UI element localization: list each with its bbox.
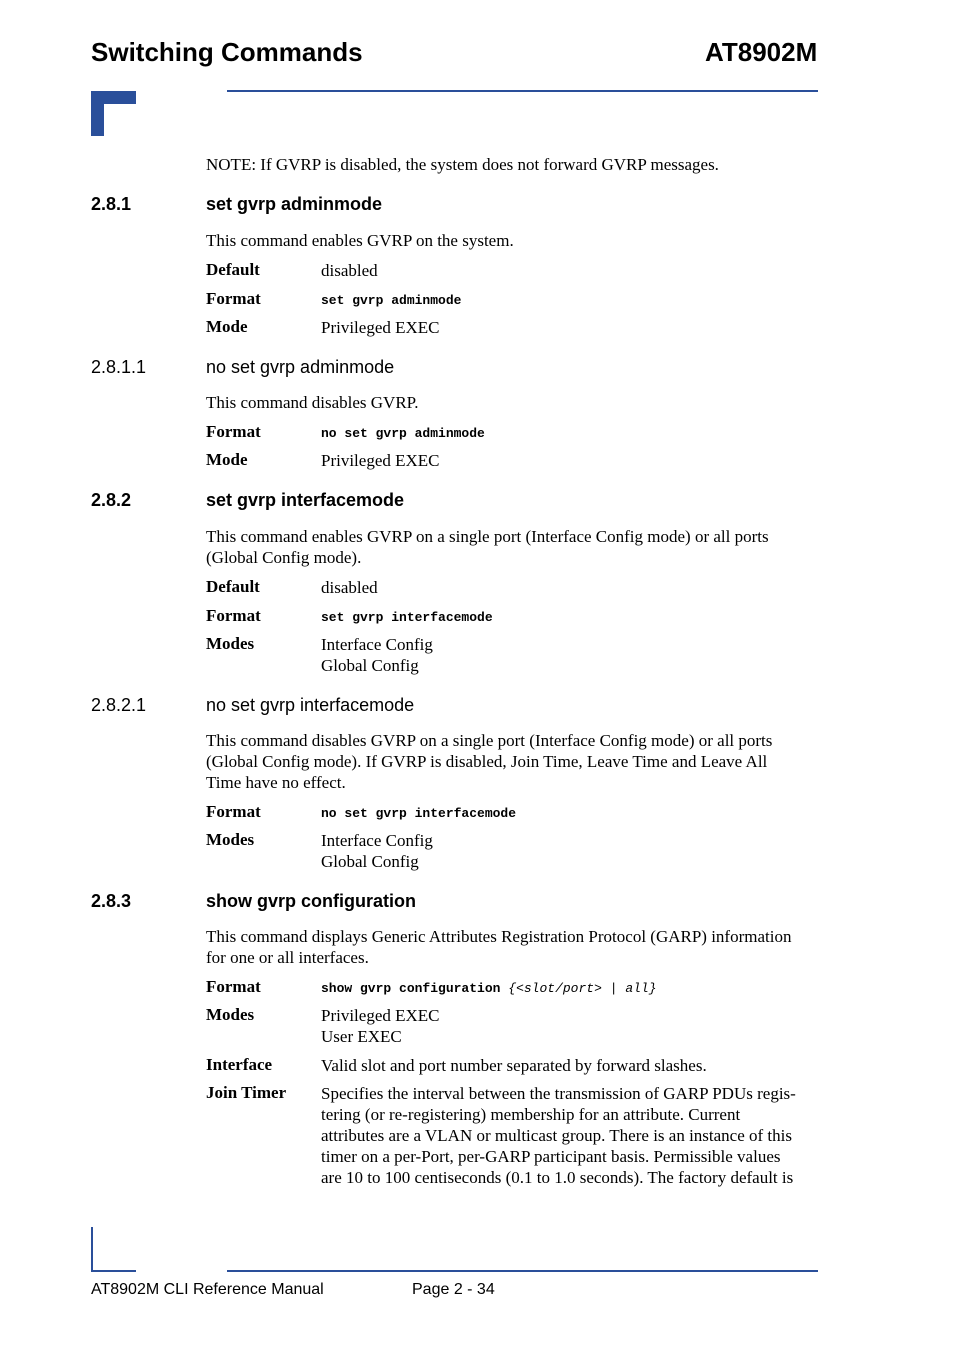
description-line: This command disables GVRP on a single port (Interface Config mode) or all ports [206,731,773,750]
description-line: This command displays Generic Attributes Registration Protocol (GARP) information [206,927,792,946]
format-label: Format [206,977,261,996]
modes-label: Modes [206,1005,255,1024]
corner-mark-side-bar [91,91,104,136]
section-description [206,526,769,568]
description-line: Time have no effect. [206,773,346,792]
format-command: no set gvrp adminmode [321,426,485,441]
format-command: set gvrp interfacemode [321,610,493,625]
modes-value [321,830,433,872]
format-label: Format [206,422,261,441]
default-label: Default [206,260,260,279]
footer-corner-bottom-bar [91,1270,136,1272]
interface-value: Valid slot and port number separated by forward slashes. [321,1056,707,1075]
section-description [206,926,791,968]
footer-corner-side-bar [91,1227,93,1272]
join-timer-line: timer on a per-Port, per-GARP participant basis. Permissible values [321,1147,781,1166]
section-description: This command enables GVRP on the system. [206,231,514,250]
mode-value: Privileged EXEC [321,451,440,470]
format-command: no set gvrp interfacemode [321,806,517,821]
format-command: set gvrp adminmode [321,293,462,308]
subsection-number: 2.8.2.1 [91,695,147,715]
section-description [206,730,772,793]
footer-rule [227,1270,818,1272]
format-close-brace: } [648,981,657,996]
description-line: This command enables GVRP on a single port (Interface Config mode) or all ports [206,527,769,546]
subsection-number: 2.8.1.1 [91,357,147,377]
join-timer-line: attributes are a VLAN or multicast group. There is an instance of this [321,1126,792,1145]
section-number: 2.8.2 [91,490,132,510]
format-arg-slot-port: <slot/port> [516,981,602,996]
mode-label: Mode [206,317,248,336]
modes-value [321,634,433,676]
mode-line: Global Config [321,852,419,871]
description-line: (Global Config mode). [206,548,362,567]
mode-line: Interface Config [321,831,433,850]
join-timer-line: Specifies the interval between the transmission of GARP PDUs regis- [321,1084,796,1103]
description-line: (Global Config mode). If GVRP is disabled, Join Time, Leave Time and Leave All [206,752,768,771]
note-text: NOTE: If GVRP is disabled, the system does not forward GVRP messages. [206,155,719,174]
format-command [321,981,657,996]
description-line: for one or all interfaces. [206,948,369,967]
header-title: Switching Commands [91,37,363,67]
section-title: set gvrp interfacemode [206,490,405,510]
default-label: Default [206,577,260,596]
join-timer-label: Join Timer [206,1083,287,1102]
join-timer-line: are 10 to 100 centiseconds (0.1 to 1.0 seconds). The factory default is [321,1168,794,1187]
section-title: show gvrp configuration [206,891,416,911]
interface-label: Interface [206,1055,273,1074]
format-label: Format [206,802,261,821]
format-label: Format [206,289,261,308]
format-arg-all: all [625,981,649,996]
format-command-keyword: show gvrp configuration [321,981,501,996]
header-product: AT8902M [705,37,818,67]
format-open-brace: { [508,981,517,996]
mode-line: Interface Config [321,635,433,654]
format-separator: | [609,981,618,996]
mode-label: Mode [206,450,248,469]
subsection-title: no set gvrp adminmode [206,357,395,377]
join-timer-value [321,1083,796,1188]
header-rule [227,90,818,92]
format-label: Format [206,606,261,625]
modes-label: Modes [206,830,255,849]
footer-page-number: Page 2 - 34 [412,1281,495,1298]
mode-line: Global Config [321,656,419,675]
join-timer-line: tering (or re-registering) membership for an attribute. Current [321,1105,741,1124]
section-title: set gvrp adminmode [206,194,383,214]
default-value: disabled [321,578,378,597]
modes-value [321,1005,440,1047]
default-value: disabled [321,261,378,280]
subsection-title: no set gvrp interfacemode [206,695,415,715]
mode-line: Privileged EXEC [321,1006,440,1025]
footer-manual-title: AT8902M CLI Reference Manual [91,1281,324,1298]
mode-line: User EXEC [321,1027,402,1046]
section-description: This command disables GVRP. [206,393,419,412]
mode-value: Privileged EXEC [321,318,440,337]
section-number: 2.8.1 [91,194,132,214]
modes-label: Modes [206,634,255,653]
section-number: 2.8.3 [91,891,132,911]
